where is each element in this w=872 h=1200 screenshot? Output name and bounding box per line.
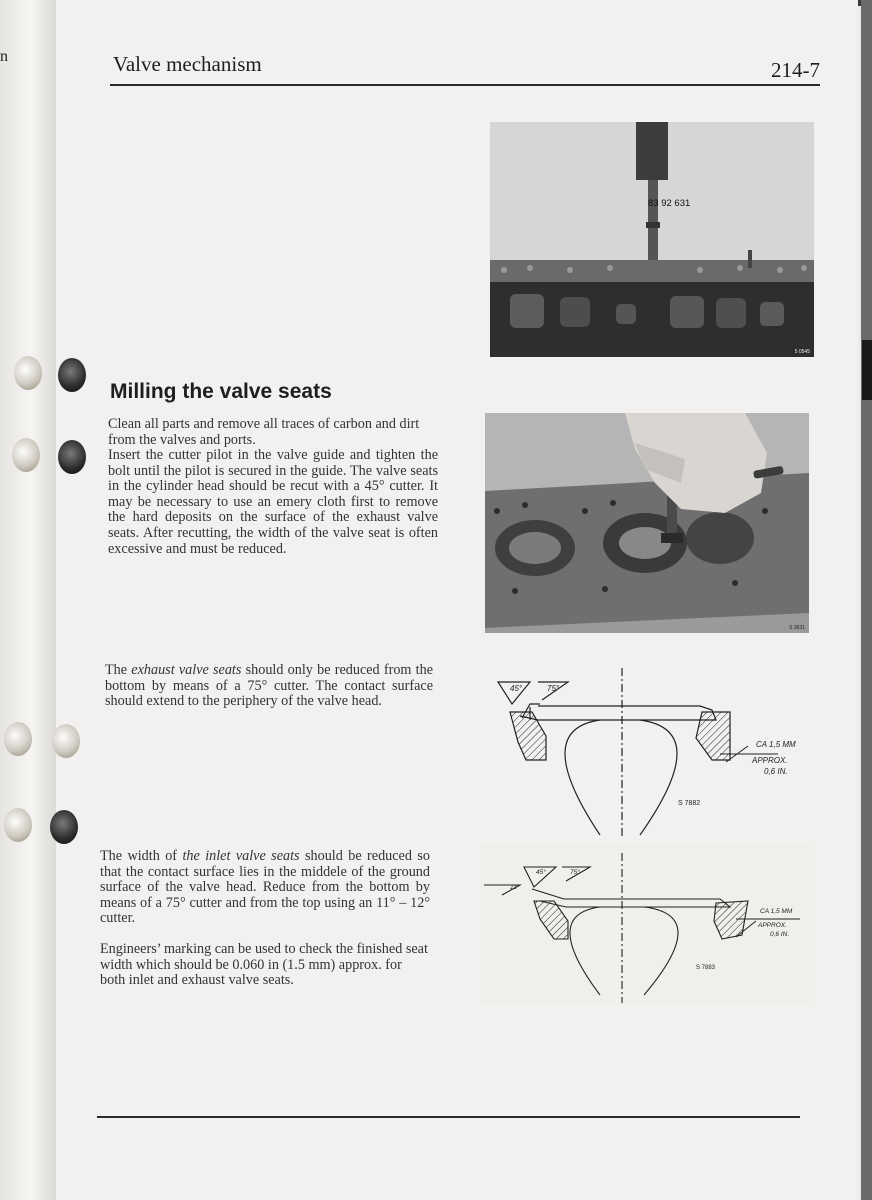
inlet-seats-emphasis: the inlet valve seats [182, 848, 300, 864]
binder-hole [58, 440, 86, 474]
binder-margin [0, 0, 56, 1200]
photo-cutter-pilot [490, 122, 814, 357]
binder-hole [52, 724, 80, 758]
angle-75-label: 75° [547, 684, 560, 693]
figure-code: S 3631 [789, 625, 805, 631]
approx-label: APPROX. [752, 756, 788, 765]
paragraph-cutter-pilot: Insert the cutter pilot in the valve guide and tighten the bolt until the pilot is secured in the guide. The valve seats in the cylinder head should be recut with a 45° cutter. It may be necessary to use an emery cloth first to remove the hard deposits on the surface of the exhaust valve seats. After recutting, the width of the valve seat is often excessive and must be reduced. [108, 447, 438, 557]
inch-label: 0,6 IN. [770, 931, 790, 938]
paragraph-cleaning: Clean all parts and remove all traces of carbon and dirt from the valves and ports. [108, 416, 420, 448]
paragraph-exhaust-seats: The exhaust valve seats should only be reduced from the bottom by means of a 75° cutter. The contact surface should extend to the periphery of the valve head. [105, 662, 434, 710]
section-heading: Milling the valve seats [110, 380, 332, 403]
angle-75-label: 75° [570, 869, 580, 876]
paragraph-inlet-seats: The width of the inlet valve seats should be reduced so that the contact surface lies in the middele of the ground surface of the valve head. Reduce from the bottom by means of a 75° cutter and from the top using an 11° – 12° cutter. [100, 848, 430, 927]
seat-width-label: CA 1,5 MM [760, 908, 793, 915]
angle-45-label: 45° [510, 684, 523, 693]
page-number: 214-7 [771, 58, 820, 82]
binder-hole [14, 356, 42, 390]
seat-width-label: CA 1,5 MM [756, 740, 796, 749]
tool-number-label: 83 92 631 [648, 198, 691, 209]
binder-hole [50, 810, 78, 844]
page-edge [861, 0, 872, 1200]
binder-hole [4, 722, 32, 756]
angle-45-label: 45° [536, 869, 546, 876]
diagram-exhaust-valve-seat [490, 660, 810, 840]
binder-hole [4, 808, 32, 842]
binder-hole [12, 438, 40, 472]
inch-label: 0,6 IN. [764, 767, 788, 776]
footer-rule [97, 1116, 800, 1118]
figure-code: S 7883 [696, 965, 716, 971]
figure-code: S 7882 [678, 800, 701, 807]
approx-label: APPROX. [758, 922, 787, 929]
paragraph-engineers-marking: Engineers’ marking can be used to check the finished seat width which should be 0.060 in (1.5 mm) approx. for both inlet and exhaust valve seats. [100, 941, 428, 989]
index-tab [862, 340, 872, 400]
angle-11-label: 11° [510, 884, 520, 891]
photo-milling-seat [485, 413, 809, 633]
figure-code: 5 0545 [794, 349, 810, 355]
header-rule [110, 84, 820, 86]
binder-hole [58, 358, 86, 392]
page-header-title: Valve mechanism [113, 52, 262, 76]
margin-fragment: n [0, 48, 8, 65]
diagram-inlet-valve-seat [480, 845, 810, 1005]
exhaust-seats-emphasis: exhaust valve seats [131, 662, 242, 678]
